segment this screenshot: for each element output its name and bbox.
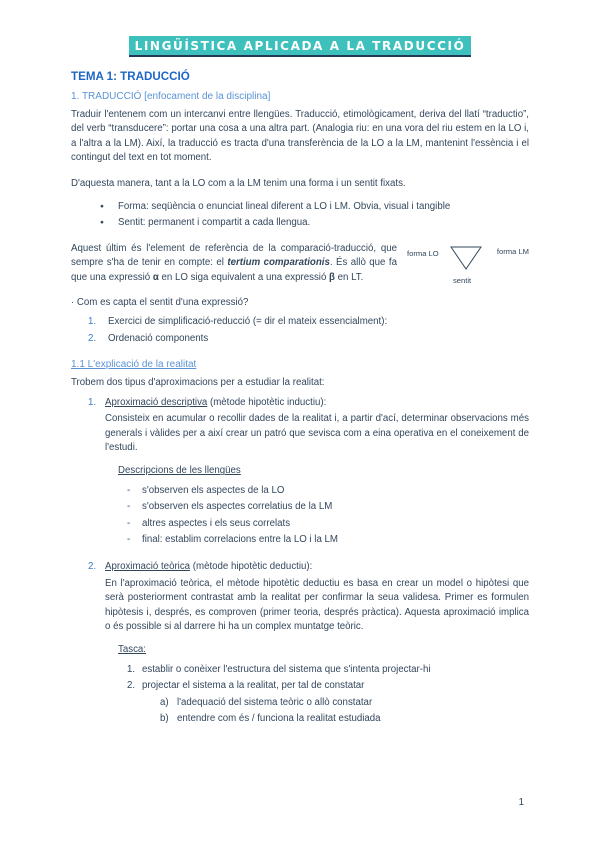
list-item-ordenacio [71, 332, 529, 346]
dash-marker: - [127, 533, 131, 545]
list-letter: a) [160, 696, 169, 708]
list-item-exercici [71, 315, 529, 329]
dash-marker: - [127, 501, 131, 513]
numbered-list-capta [71, 315, 529, 346]
approx-body-descriptiva: Consisteix en acumular o recollir dades de la realitat i, a partir d'ací, determinar observacions més generals i vàlides per a així crear un patró que sevisca com a eina operativa en el coneixement de l'estudi. [105, 413, 529, 453]
bullet-icon: ● [100, 219, 104, 227]
diagram-label-forma-lm: forma LM [496, 246, 529, 256]
paragraph-segment: Aquest últim és l'element de referència de la comparació-traducció, que sempre s'ha de tenir en compte: el [71, 242, 397, 269]
list-item-text: projectar el sistema a la realitat, per tal de constatar [142, 680, 365, 692]
list-item-text: Exercici de simplificació-reducció (= dir el mateix essencialment): [108, 316, 388, 328]
bullet-icon: ● [100, 203, 104, 211]
approx-label: Aproximació descriptiva [105, 396, 208, 408]
list-letter: b) [160, 713, 169, 724]
approx-label-wrap [105, 396, 326, 410]
list-item-text: establir o conèixer l'estructura del sistema que s'intenta projectar-hi [142, 663, 431, 675]
list-item [71, 663, 529, 677]
paragraph-segment: . És allò que fa que una expressió [71, 257, 397, 283]
list-item-text: Forma: seqüència o enunciat lineal diferent a LO i LM. Obvia, visual i tangible [118, 201, 451, 213]
dash-marker: - [127, 517, 131, 529]
heading-descripcions: Descripcions de les llengües [118, 465, 241, 477]
numbered-list-tasca [71, 663, 529, 727]
list-item [71, 484, 529, 498]
list-item [71, 500, 529, 514]
list-item-text: Ordenació components [108, 332, 209, 344]
approx-label: Aproximació teòrica [105, 561, 191, 573]
heading-section-1-1: 1.1 L'explicació de la realitat [71, 359, 197, 371]
triangle-icon [449, 245, 483, 271]
paragraph-aproximacions-intro: Trobem dos tipus d'aproximacions per a estudiar la realitat: [71, 377, 325, 389]
dash-list-descripcions [71, 484, 529, 548]
heading-section-1: 1. TRADUCCIÓ [enfocament de la disciplina] [71, 91, 271, 102]
approx-head [71, 396, 529, 410]
paragraph-segment: en LO siga equivalent a una expressió [158, 271, 330, 283]
list-item-sentit [71, 216, 529, 230]
alpha-symbol: α [152, 271, 159, 283]
list-number: 2. [88, 332, 97, 344]
bullet-list-forma-sentit [71, 200, 529, 231]
approx-label-suffix: (mètode hipotètic inductiu): [207, 396, 327, 408]
list-item [71, 517, 529, 531]
list-subitem [71, 712, 529, 726]
sentit-triangle-diagram [407, 242, 529, 288]
list-item-text: Sentit: permanent i compartit a cada llengua. [118, 217, 311, 229]
paragraph-segment: en LT. [334, 271, 364, 283]
list-item-text: altres aspectes i els seus correlats [142, 517, 291, 529]
paragraph-traduccio-intro: Traduir l'entenem com un intercanvi entre llengües. Traducció, etimològicament, deriva del llatí “traductio”, del verb “transducere”: portar una cosa a una altra part. (Analogia riu: en una vora del riu estem en la LO i, a l'altra a la LM). Així, la traducció es tracta d'una transferència de la LO a la LM, mantenint l'essència i el contingut del text en tot moment. [71, 109, 529, 164]
approx-item-descriptiva [71, 396, 529, 548]
list-item-text: final: establim correlacions entre la LO i la LM [142, 533, 338, 545]
approx-label-wrap [105, 560, 312, 574]
list-item-text: l'adequació del sistema teòric o allò constatar [177, 696, 373, 708]
paragraph-tertium-comparationis [71, 242, 529, 285]
list-item-text: entendre com és / funciona la realitat estudiada [177, 713, 381, 724]
diagram-label-sentit: sentit [453, 275, 472, 285]
beta-symbol: β [329, 271, 335, 283]
list-number: 1. [88, 396, 97, 408]
paragraph-forma-sentit: D'aquesta manera, tant a la LO com a la LM tenim una forma i un sentit fixats. [71, 177, 406, 189]
heading-tema-1: TEMA 1: TRADUCCIÓ [71, 70, 190, 83]
list-number: 2. [88, 561, 97, 573]
approx-item-teorica [71, 560, 529, 726]
diagram-label-forma-lo: forma LO [407, 248, 439, 258]
list-item [71, 533, 529, 547]
list-number: 1. [88, 316, 97, 328]
question-capta-sentit: · Com es capta el sentit d'una expressió? [71, 297, 249, 309]
document-title-wrap [71, 36, 529, 57]
dash-marker: - [127, 484, 131, 496]
list-number: 2. [127, 680, 136, 692]
list-subitem [71, 696, 529, 710]
list-item-forma [71, 200, 529, 214]
approx-head [71, 560, 529, 574]
heading-tasca: Tasca: [118, 644, 146, 656]
paragraph-segment-tertium: tertium comparationis [227, 257, 330, 269]
list-item-text: s'observen els aspectes correlatius de la LM [142, 501, 333, 513]
list-item [71, 679, 529, 693]
document-title: LINGÜÍSTICA APLICADA A LA TRADUCCIÓ [129, 36, 472, 57]
list-number: 1. [127, 663, 136, 675]
list-item-text: s'observen els aspectes de la LO [142, 484, 285, 496]
approx-body-teorica: En l'aproximació teòrica, el mètode hipotètic deductiu es basa en crear un model o hipòtesi que serà posteriorment contrastat amb la realitat per confirmar la seua validesa. Primer es formulen hipòtesis i, després, es comproven (primer teoria, després pràctica). Aquesta aproximació implica o és possible si al darrere hi ha un complex muntatge teòric. [105, 577, 529, 632]
page-number: 1 [518, 797, 524, 808]
approx-label-suffix: (mètode hipotètic deductiu): [190, 561, 313, 573]
